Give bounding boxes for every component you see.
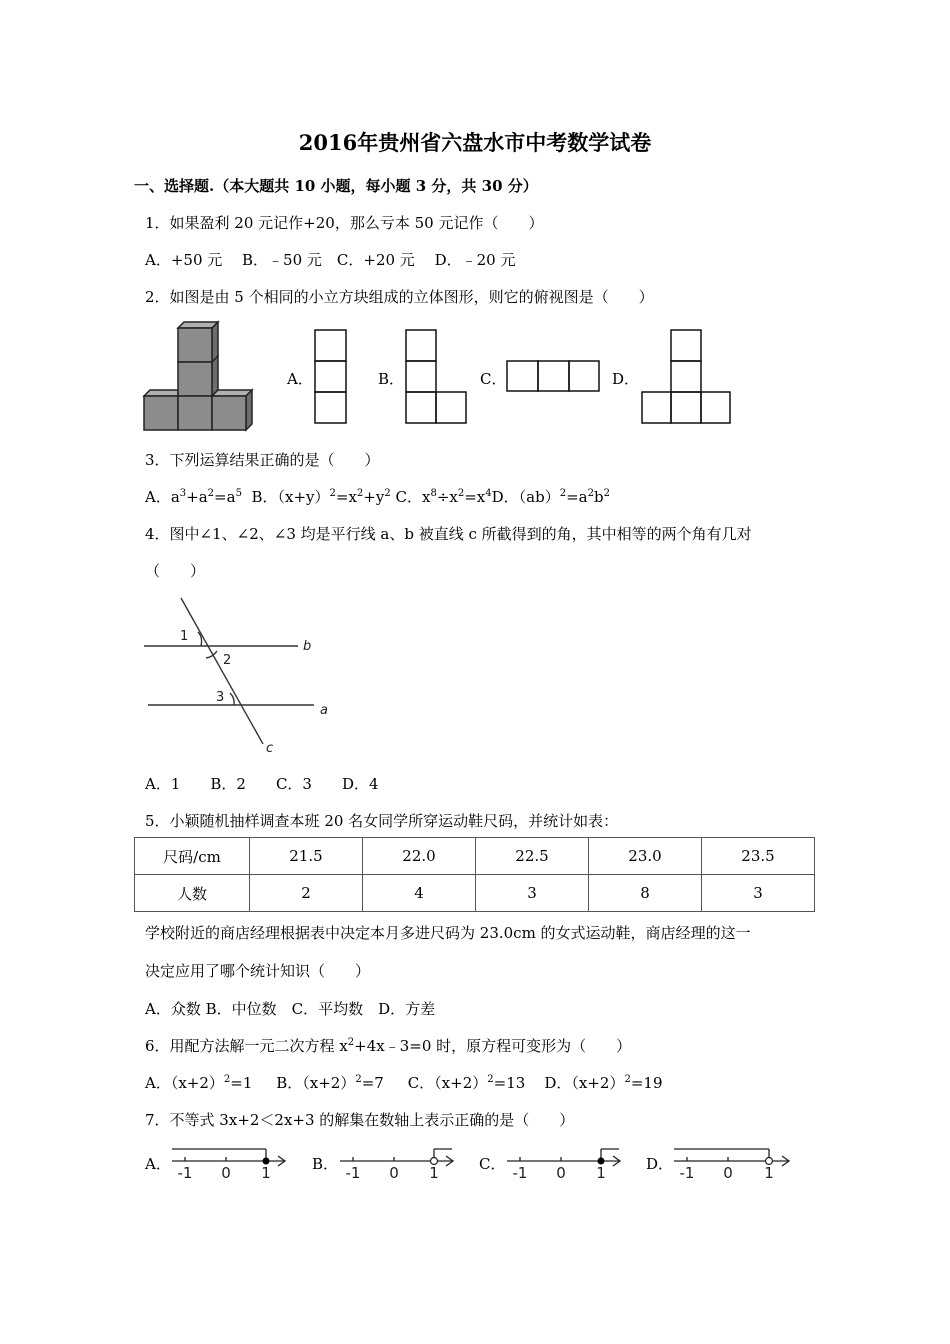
- svg-text:1: 1: [261, 1164, 271, 1180]
- q5-stem: 5．小颖随机抽样调查本班 20 名女同学所穿运动鞋尺码，并统计如表：: [145, 812, 619, 830]
- q4-parallel-lines-figure: [140, 592, 350, 760]
- q7-label-c: C．: [479, 1155, 506, 1173]
- q7-number-line-d: [670, 1140, 794, 1180]
- q5-shoe-size-table: [134, 837, 815, 912]
- q2-label-c: C．: [480, 370, 507, 388]
- table-cell: 4: [363, 875, 476, 912]
- svg-text:-1: -1: [679, 1164, 695, 1180]
- q3-stem: 3．下列运算结果正确的是（ ）: [145, 451, 380, 469]
- svg-text:0: 0: [556, 1164, 566, 1180]
- q2-stem: 2．如图是由 5 个相同的小立方块组成的立体图形，则它的俯视图是（ ）: [145, 288, 654, 306]
- q4-label-c: c: [266, 741, 274, 756]
- table-cell: 尺码/cm: [135, 838, 250, 875]
- q4-paren: （ ）: [145, 562, 206, 580]
- svg-text:1: 1: [429, 1164, 439, 1180]
- q3-option-a: A．$a^3+a^2=a^5$: [145, 488, 242, 506]
- q1-options: A．+50 元 B．﹣50 元 C．+20 元 D．﹣20 元: [145, 251, 516, 269]
- svg-text:0: 0: [723, 1164, 733, 1180]
- q3-options: [145, 486, 610, 507]
- table-cell: 人数: [135, 875, 250, 912]
- q7-stem: 7．不等式 3x+2＜2x+3 的解集在数轴上表示正确的是（ ）: [145, 1111, 575, 1129]
- q2-solid-figure: [140, 320, 260, 432]
- q5-continuation-2: 决定应用了哪个统计知识（ ）: [145, 962, 371, 980]
- svg-text:-1: -1: [512, 1164, 528, 1180]
- q2-option-b-figure: [404, 328, 468, 426]
- page-title: 2016年贵州省六盘水市中考数学试卷: [298, 130, 652, 155]
- q6-stem: 6．用配方法解一元二次方程 $x^2+4x﹣3=0$ 时，原方程可变形为（ ）: [145, 1037, 632, 1055]
- svg-text:-1: -1: [345, 1164, 361, 1180]
- q6-option-d: D．$(x+2)^2=19$: [544, 1074, 663, 1092]
- q7-label-b: B．: [312, 1155, 339, 1173]
- table-row: [135, 838, 815, 875]
- q6-options: [145, 1072, 663, 1093]
- q1-stem: 1．如果盈利 20 元记作+20，那么亏本 50 元记作（ ）: [145, 214, 544, 232]
- q7-number-line-a: [168, 1140, 290, 1180]
- svg-text:1: 1: [596, 1164, 606, 1180]
- q3-option-c: C．$x^8\div x^2=x^4$: [395, 488, 492, 506]
- svg-text:1: 1: [764, 1164, 774, 1180]
- q4-options: A．1 B．2 C．3 D．4: [145, 775, 379, 793]
- q2-option-c-figure: [505, 359, 601, 393]
- q4-label-a: a: [320, 703, 328, 718]
- q7-label-a: A．: [145, 1155, 171, 1173]
- table-cell: 21.5: [250, 838, 363, 875]
- q3-option-b: B．$(x+y)^2=x^2+y^2$: [251, 488, 391, 506]
- q4-stem: 4．图中∠1、∠2、∠3 均是平行线 a、b 被直线 c 所截得到的角，其中相等的两个角有几对: [145, 525, 752, 543]
- q2-label-d: D．: [612, 370, 640, 388]
- q2-label-b: B．: [378, 370, 405, 388]
- line-c: [181, 598, 263, 744]
- q6-option-c: C．$(x+2)^2=13$: [407, 1074, 526, 1092]
- table-cell: 23.5: [702, 838, 815, 875]
- q2-option-a-figure: [313, 328, 349, 426]
- q5-continuation-1: 学校附近的商店经理根据表中决定本月多进尺码为 23.0cm 的女式运动鞋，商店经理的这一: [145, 924, 751, 942]
- q4-label-1: 1: [180, 629, 189, 644]
- table-row: [135, 875, 815, 912]
- q6-option-a: A．$(x+2)^2=1$: [145, 1074, 253, 1092]
- svg-text:0: 0: [221, 1164, 231, 1180]
- svg-text:-1: -1: [177, 1164, 193, 1180]
- q7-number-line-b: [336, 1140, 458, 1180]
- svg-text:0: 0: [389, 1164, 399, 1180]
- section-heading: 一、选择题.（本大题共 10 小题，每小题 3 分，共 30 分）: [134, 177, 538, 195]
- table-cell: 3: [702, 875, 815, 912]
- q2-option-d-figure: [640, 328, 733, 426]
- table-cell: 8: [589, 875, 702, 912]
- table-cell: 22.5: [476, 838, 589, 875]
- q2-label-a: A．: [287, 370, 313, 388]
- q4-label-3: 3: [216, 690, 225, 705]
- q3-option-d: D．$(ab)^2=a^2b^2$: [491, 488, 610, 506]
- table-cell: 2: [250, 875, 363, 912]
- q7-number-line-c: [503, 1140, 625, 1180]
- table-cell: 3: [476, 875, 589, 912]
- q6-option-b: B．$(x+2)^2=7$: [276, 1074, 384, 1092]
- table-cell: 22.0: [363, 838, 476, 875]
- q5-options: A．众数 B．中位数 C．平均数 D．方差: [145, 1000, 436, 1018]
- q4-label-2: 2: [223, 653, 232, 668]
- q7-label-d: D．: [646, 1155, 674, 1173]
- table-cell: 23.0: [589, 838, 702, 875]
- q4-label-b: b: [303, 639, 312, 654]
